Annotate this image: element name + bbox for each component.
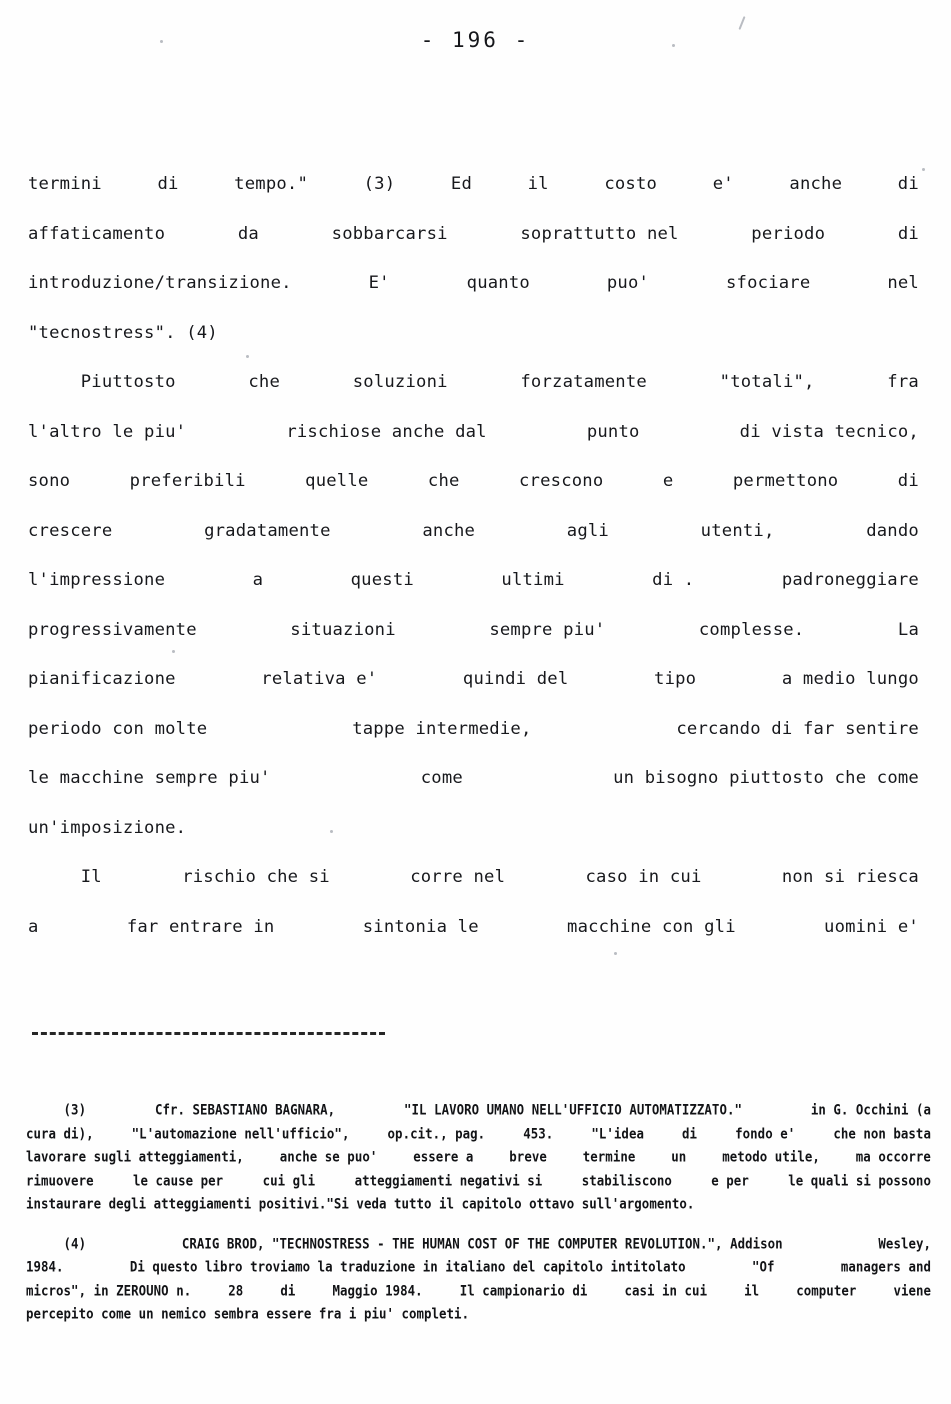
text-run: Si veda tutto il capitolo ottavo sull'argomento. — [333, 1195, 695, 1212]
text-line — [28, 655, 919, 705]
text-line — [26, 1301, 931, 1327]
text-run: a medio lungo — [781, 669, 919, 689]
text-line — [28, 358, 919, 408]
text-run: micros", in ZEROUNO n. — [26, 1281, 192, 1299]
text-run: cura di), — [26, 1124, 94, 1142]
text-run: Cfr. SEBASTIANO BAGNARA, — [154, 1101, 336, 1118]
text-run: utenti, — [700, 520, 775, 541]
text-run: Il — [28, 867, 102, 887]
text-run: quelle — [305, 471, 369, 491]
text-run: da — [237, 223, 259, 244]
text-run: cercando di far sentire — [676, 718, 919, 739]
text-line — [26, 1254, 931, 1280]
text-run: essere a — [413, 1148, 474, 1165]
text-line — [26, 1230, 931, 1256]
body-text-block — [28, 160, 919, 952]
text-run: instaurare degli atteggiamenti positivi." — [26, 1195, 334, 1212]
text-run: di — [897, 174, 919, 194]
text-run: termini — [28, 174, 102, 194]
text-run: quanto — [466, 273, 530, 293]
text-run: l'altro le piu' — [28, 421, 187, 442]
text-line — [28, 457, 919, 507]
text-run: le quali si possono — [788, 1171, 931, 1189]
text-run: anche se puo' — [279, 1148, 378, 1165]
text-run: sobbarcarsi — [331, 223, 448, 244]
text-run: fra — [887, 372, 919, 392]
text-run: computer — [796, 1281, 857, 1299]
text-run: "totali", — [719, 372, 815, 392]
text-run: rischio che si — [182, 867, 330, 887]
text-run: "L'automazione nell'ufficio", — [131, 1124, 350, 1142]
text-run: tipo — [654, 669, 697, 689]
text-run: casi in cui — [624, 1281, 708, 1299]
text-run: di — [897, 471, 919, 491]
text-run: tappe intermedie, — [352, 718, 532, 739]
text-run: lavorare sugli atteggiamenti, — [26, 1148, 244, 1165]
text-line — [26, 1167, 931, 1193]
text-run: Di questo libro troviamo la traduzione in italiano del capitolo intitolato — [129, 1258, 686, 1275]
text-run: CRAIG BROD, "TECHNOSTRESS - THE HUMAN COST OF THE COMPUTER REVOLUTION.", Addison — [181, 1234, 783, 1252]
text-run: stabiliscono — [581, 1171, 672, 1189]
text-run: tempo." — [234, 174, 309, 194]
text-run: La — [897, 619, 919, 640]
text-run: sono — [28, 471, 71, 491]
text-run: e — [662, 471, 674, 491]
text-run: nel — [887, 273, 919, 293]
text-line — [28, 309, 919, 359]
text-run: di — [280, 1281, 296, 1299]
text-run: viene — [893, 1281, 931, 1299]
text-run: Maggio 1984. — [332, 1281, 423, 1299]
text-run: periodo — [751, 223, 826, 244]
text-run: quindi del — [462, 669, 569, 689]
footnote — [26, 1098, 931, 1216]
text-run: e per — [711, 1171, 749, 1189]
text-run: managers and — [840, 1258, 931, 1275]
text-run: costo — [604, 174, 658, 194]
text-run: uomini e' — [824, 916, 919, 937]
text-run: (3) — [363, 174, 396, 194]
text-run: Wesley, — [878, 1234, 931, 1252]
text-run: relativa e' — [261, 669, 378, 689]
text-line — [28, 606, 919, 656]
text-run: "tecnostress". (4) — [28, 322, 218, 343]
text-run: 1984. — [26, 1258, 64, 1275]
text-run: "Of — [751, 1258, 775, 1275]
text-run: agli — [566, 520, 609, 541]
text-run: le cause per — [133, 1171, 224, 1189]
text-run: e' — [712, 174, 734, 194]
text-run: E' — [368, 273, 390, 293]
text-line — [26, 1097, 931, 1123]
text-run: ultimi — [501, 570, 565, 590]
text-run: caso in cui — [585, 867, 702, 887]
text-line — [28, 804, 919, 854]
text-run: che — [427, 471, 460, 491]
text-run: Piuttosto — [28, 372, 176, 392]
text-run: cui gli — [262, 1171, 316, 1189]
text-line — [28, 556, 919, 606]
text-run: in G. Occhini (a — [810, 1101, 931, 1118]
text-line — [28, 853, 919, 903]
text-run: un bisogno piuttosto che come — [613, 768, 919, 788]
text-line — [28, 160, 919, 210]
text-run: corre nel — [410, 867, 506, 887]
text-run: situazioni — [290, 619, 396, 640]
text-run: (3) — [26, 1101, 87, 1118]
scan-speckle — [614, 952, 617, 955]
text-line — [28, 210, 919, 260]
text-run: le macchine sempre piu' — [28, 768, 271, 788]
text-run: un — [671, 1148, 687, 1165]
text-run: macchine con gli — [567, 916, 736, 937]
text-run: Ed — [450, 174, 472, 194]
text-run: dando — [866, 520, 919, 541]
text-run: il — [744, 1281, 760, 1299]
text-run: periodo con molte — [28, 718, 208, 739]
text-run: percepito come un nemico sembra essere fra i piu' completi. — [26, 1305, 470, 1322]
text-run: "IL LAVORO UMANO NELL'UFFICIO AUTOMATIZZATO." — [404, 1101, 742, 1118]
text-run: forzatamente — [520, 372, 647, 392]
text-run: soluzioni — [352, 372, 448, 392]
text-run: sempre piu' — [489, 619, 606, 640]
text-run: l'impressione — [28, 570, 166, 590]
text-run: punto — [586, 421, 640, 442]
text-run: crescere — [28, 520, 113, 541]
text-run: 28 — [228, 1281, 244, 1299]
text-run: di vista tecnico, — [739, 421, 919, 442]
text-run: (4) — [26, 1234, 87, 1252]
text-run: a — [252, 570, 264, 590]
text-run: pianificazione — [28, 669, 176, 689]
text-run: anche — [422, 520, 476, 541]
text-run: di — [897, 223, 919, 244]
page-number: - 196 - — [420, 28, 531, 52]
text-run: rimuovere — [26, 1171, 94, 1189]
text-run: soprattutto nel — [520, 223, 679, 244]
text-run: a — [28, 916, 39, 937]
text-run: affaticamento — [28, 223, 166, 244]
text-run: far entrare in — [126, 916, 275, 937]
text-line — [26, 1120, 931, 1146]
text-run: op.cit., pag. — [387, 1124, 486, 1142]
text-line — [28, 408, 919, 458]
text-run: metodo utile, — [722, 1148, 820, 1165]
text-run: di — [157, 174, 179, 194]
text-run: complesse. — [698, 619, 805, 640]
text-run: breve — [509, 1148, 547, 1165]
text-run: che — [248, 372, 281, 392]
text-run: un'imposizione. — [28, 817, 187, 838]
footnote — [26, 1232, 931, 1326]
text-line — [28, 705, 919, 755]
text-run: termine — [582, 1148, 636, 1165]
text-run: come — [420, 768, 463, 788]
scan-speckle — [922, 168, 925, 171]
text-run: preferibili — [129, 471, 246, 491]
text-run: non si riesca — [781, 867, 919, 887]
text-run: puo' — [606, 273, 650, 293]
text-run: sintonia le — [362, 916, 479, 937]
text-run: Il campionario di — [459, 1281, 588, 1299]
text-run: che non basta — [833, 1124, 931, 1142]
text-line — [28, 507, 919, 557]
text-run: sfociare — [726, 273, 811, 293]
text-run: questi — [350, 570, 414, 590]
text-run: padroneggiare — [781, 570, 919, 590]
text-line — [28, 903, 919, 953]
text-run: ma occorre — [855, 1148, 931, 1165]
footnote-separator-rule — [32, 1032, 385, 1035]
text-run: crescono — [519, 471, 604, 491]
text-line — [28, 754, 919, 804]
text-line — [26, 1191, 931, 1217]
text-run: rischiose anche dal — [286, 421, 487, 442]
text-run: atteggiamenti negativi si — [354, 1171, 543, 1189]
text-line — [26, 1144, 931, 1170]
text-line — [26, 1277, 931, 1303]
text-run: gradatamente — [204, 520, 331, 541]
text-line — [28, 259, 919, 309]
text-run: permettono — [732, 471, 839, 491]
text-run: di . — [652, 570, 695, 590]
footnotes-block — [26, 1098, 931, 1342]
text-run: "L'idea — [591, 1124, 644, 1142]
text-run: il — [527, 174, 549, 194]
text-run: anche — [789, 174, 843, 194]
text-run: progressivamente — [28, 619, 197, 640]
text-run: fondo e' — [735, 1124, 796, 1142]
text-run: di — [682, 1124, 698, 1142]
text-run: 453. — [523, 1124, 554, 1142]
text-run: introduzione/transizione. — [28, 273, 292, 293]
